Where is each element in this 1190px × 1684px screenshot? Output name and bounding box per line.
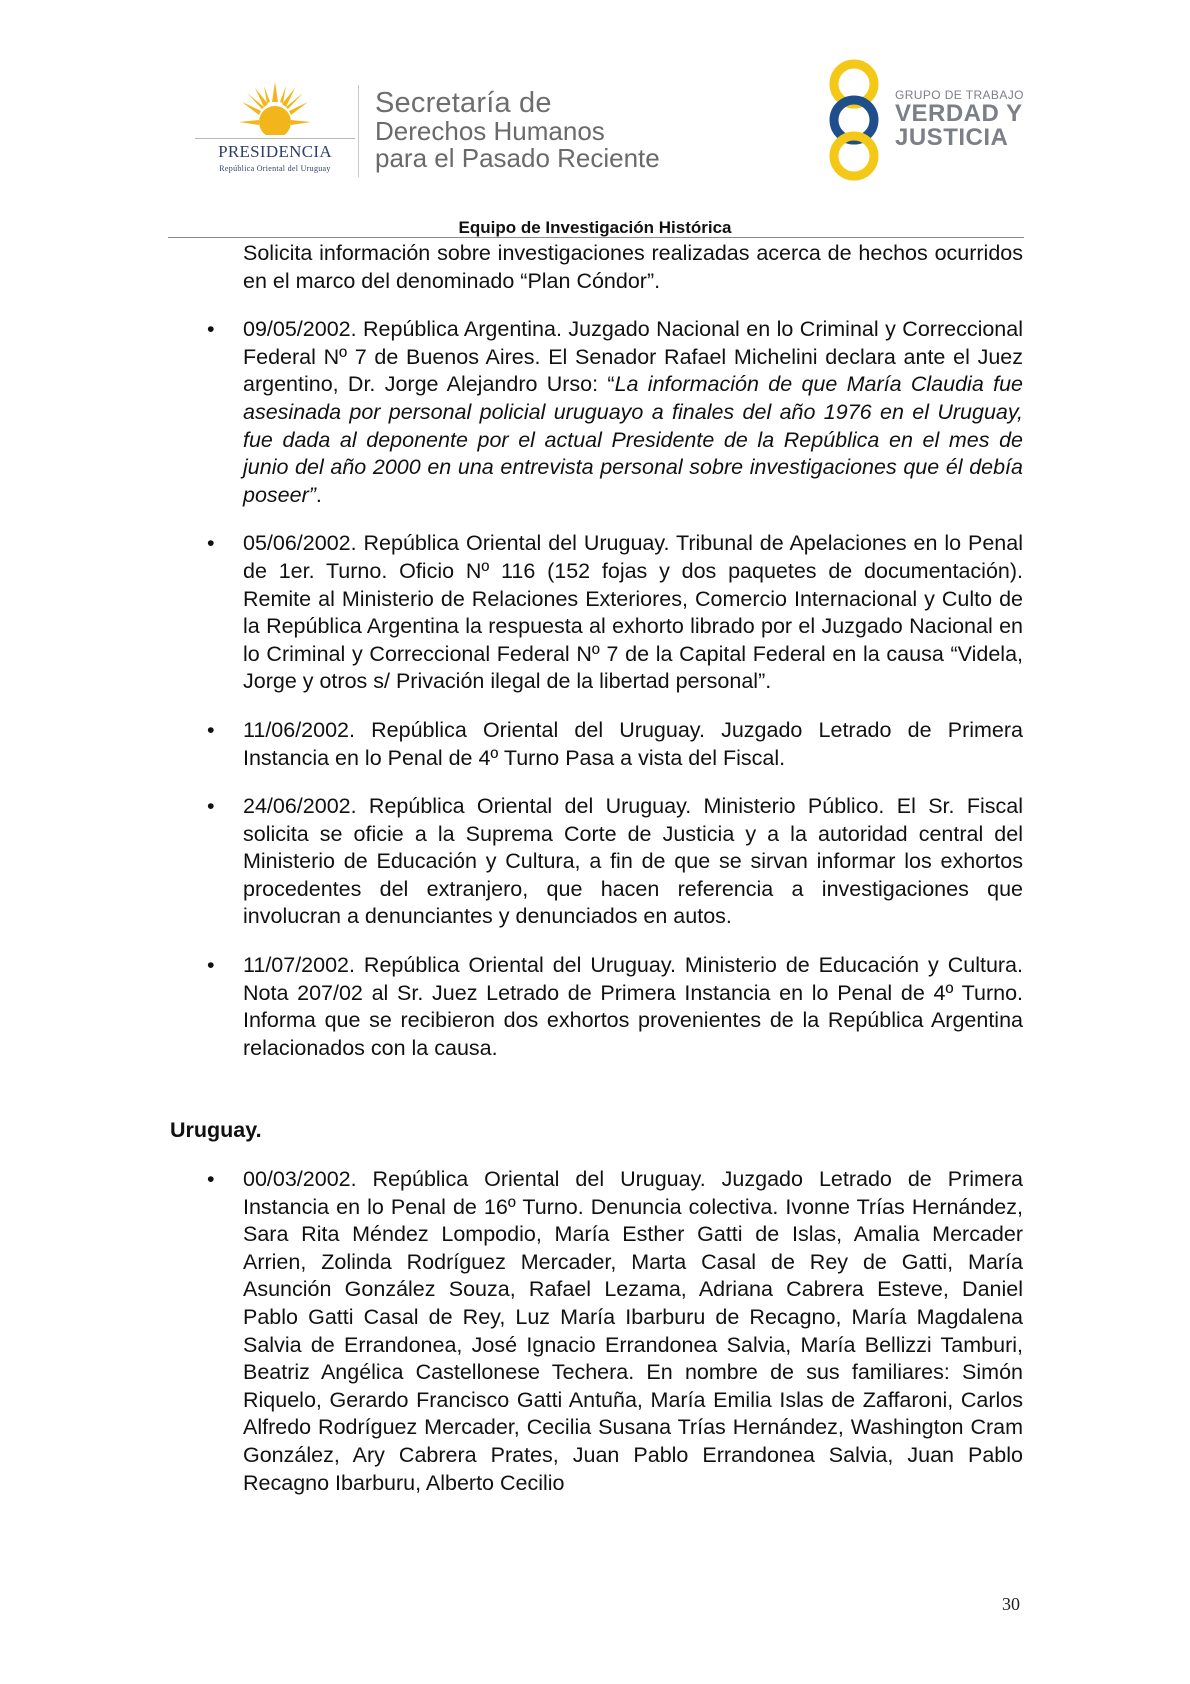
bullet-icon: •	[207, 1167, 215, 1191]
list-item	[207, 717, 1023, 772]
sun-emblem-icon	[237, 80, 313, 140]
rings-emblem-icon	[820, 58, 890, 183]
list-item-tail: .	[315, 482, 322, 507]
bullet-icon: •	[207, 317, 215, 342]
team-title: Equipo de Investigación Histórica	[458, 218, 732, 237]
secretaria-line-3: para el Pasado Reciente	[375, 143, 660, 173]
header-rule	[168, 237, 1024, 238]
list-item-text: 24/06/2002. República Oriental del Uruguay. Ministerio Público. El Sr. Fiscal solicita se oficie a la Suprema Corte de Justicia y a la autoridad central del Ministerio de Educación y Cultura, a fin de que se sirvan informar los exhortos procedentes del extranjero, que hacen referencia a investigaciones que involucran a denunciantes y denunciados en autos.	[243, 794, 1023, 929]
grupo-label: GRUPO DE TRABAJO	[895, 88, 1024, 102]
verdad-justicia-logo	[820, 58, 1030, 183]
list-item-text	[243, 316, 1023, 509]
list-item-text: 11/07/2002. República Oriental del Uruguay. Ministerio de Educación y Cultura. Nota 207/02 al Sr. Juez Letrado de Primera Instancia en lo Penal de 4º Turno. Informa que se recibieron dos exhortos provenientes de la República Argentina relacionados con la causa.	[243, 953, 1023, 1060]
section-body	[207, 1166, 1023, 1497]
presidencia-subtitle: República Oriental del Uruguay	[219, 164, 331, 173]
presidencia-logo	[195, 80, 355, 180]
list-item	[207, 316, 1023, 509]
section-heading: Uruguay.	[170, 1118, 262, 1142]
bullet-icon: •	[207, 531, 215, 556]
document-body	[207, 240, 1023, 1062]
list-item	[207, 530, 1023, 696]
bullet-icon: •	[207, 717, 215, 742]
list-item	[207, 952, 1023, 1062]
justicia-label: JUSTICIA	[895, 124, 1009, 151]
list-item	[207, 1166, 1023, 1497]
list-item-text: 00/03/2002. República Oriental del Uruguay. Juzgado Letrado de Primera Instancia en lo Penal de 16º Turno. Denuncia colectiva. Ivonne Trías Hernández, Sara Rita Méndez Lompodio, María Esther Gatti de Islas, Amalia Mercader Arrien, Zolinda Rodríguez Mercader, Marta Casal de Rey de Gatti, María Asunción González Souza, Rafael Lezama, Adriana Cabrera Esteve, Daniel Pablo Gatti Casal de Rey, Luz María Ibarburu de Recagno, María Magdalena Salvia de Errandonea, José Ignacio Errandonea Salvia, María Bellizzi Tamburi, Beatriz Angélica Castellonese Techera. En nombre de sus familiares: Simón Riquelo, Gerardo Francisco Gatti Antuña, María Emilia Islas de Zaffaroni, Carlos Alfredo Rodríguez Mercader, Cecilia Susana Trías Hernández, Washington Cram González, Ary Cabrera Prates, Juan Pablo Errandonea Salvia, Juan Pablo Recagno Ibarburu, Alberto Cecilio	[243, 1167, 1023, 1495]
list-item-text: 05/06/2002. República Oriental del Uruguay. Tribunal de Apelaciones en lo Penal de 1er. Turno. Oficio Nº 116 (152 fojas y dos paquetes de documentación). Remite al Ministerio de Relaciones Exteriores, Comercio Internacional y Culto de la República Argentina la respuesta al exhorto librado por el Juzgado Nacional en lo Criminal y Correccional Federal Nº 7 de la Capital Federal en la causa “Videla, Jorge y otros s/ Privación ilegal de la libertad personal”.	[243, 531, 1023, 694]
bullet-icon: •	[207, 953, 215, 978]
continuation-paragraph: Solicita información sobre investigaciones realizadas acerca de hechos ocurridos en el marco del denominado “Plan Cóndor”.	[243, 241, 1023, 293]
bullet-icon: •	[207, 794, 215, 819]
list-item-lead: 09/05/2002. República Argentina. Juzgado Nacional en lo Criminal y Correccional Federal Nº 7 de Buenos Aires. El Senador Rafael Michelini declara ante el Juez argentino, Dr. Jorge Alejandro Urso: “	[243, 317, 1023, 397]
quoted-testimony: La información de que María Claudia fue asesinada por personal policial uruguayo a finales del año 1976 en el Uruguay, fue dada al deponente por el actual Presidente de la República en el mes de junio del año 2000 en una entrevista personal sobre investigaciones que él debía poseer”	[243, 372, 1023, 507]
list-item	[207, 793, 1023, 931]
secretaria-line-1: Secretaría de	[375, 87, 552, 119]
presidencia-divider	[195, 138, 355, 139]
page-header	[0, 0, 1190, 235]
list-item-text: 11/06/2002. República Oriental del Uruguay. Juzgado Letrado de Primera Instancia en lo Penal de 4º Turno Pasa a vista del Fiscal.	[243, 717, 1023, 770]
verdad-justicia-text	[895, 88, 1024, 150]
secretaria-logo-text	[375, 88, 660, 172]
secretaria-line-2: Derechos Humanos	[375, 116, 605, 146]
page-number: 30	[1002, 1594, 1020, 1614]
logo-separator	[358, 85, 359, 177]
verdad-label: VERDAD Y	[895, 100, 1023, 127]
presidencia-name: PRESIDENCIA	[218, 142, 332, 161]
